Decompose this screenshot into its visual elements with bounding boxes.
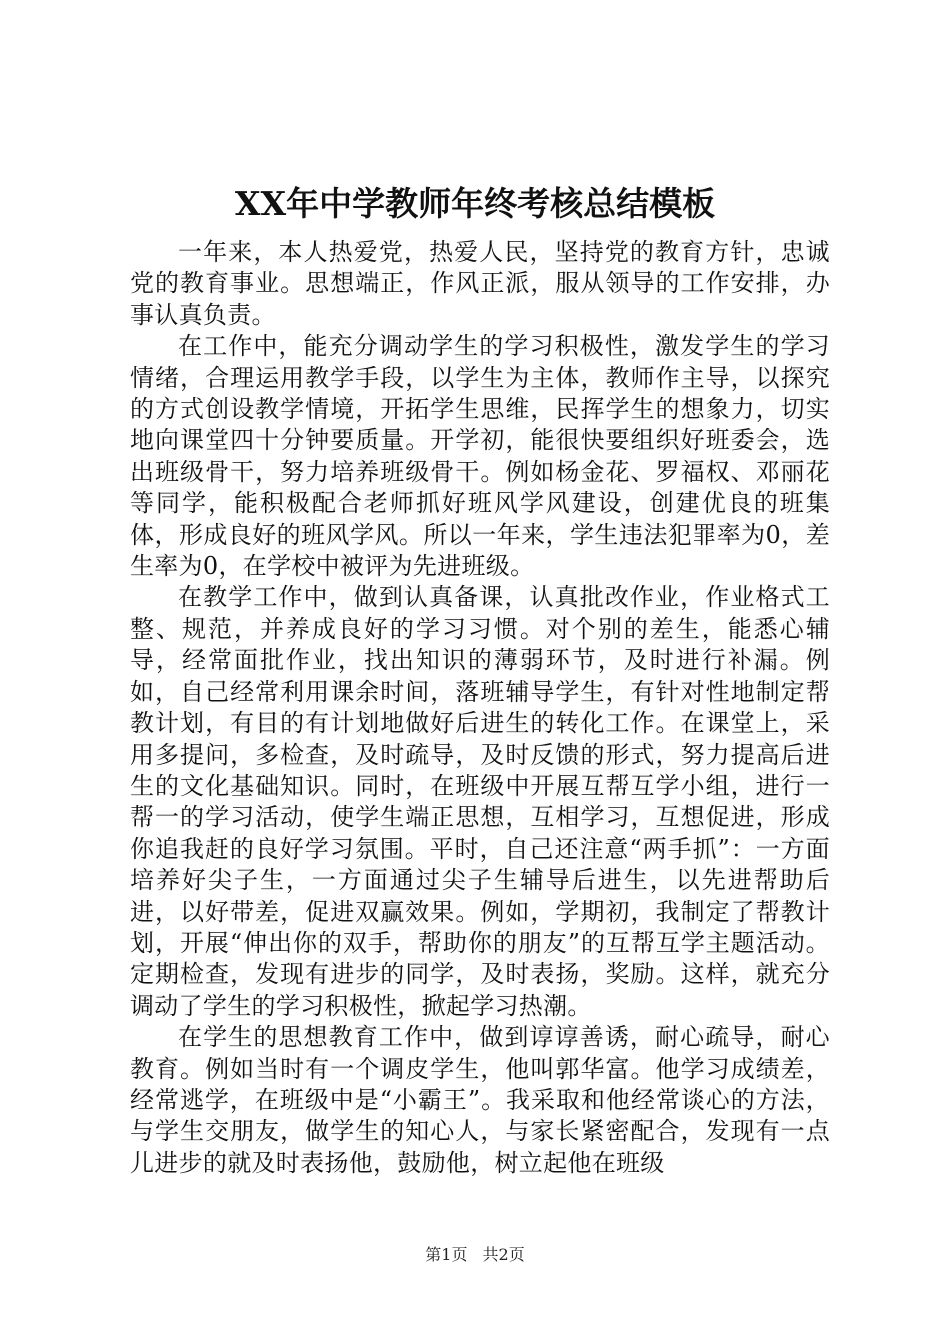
- paragraph: 在工作中，能充分调动学生的学习积极性，激发学生的学习情绪，合理运用教学手段，以学生为主体，教师作主导，以探究的方式创设教学情境，开拓学生思维，民挥学生的想象力，切实地向课堂四十分钟要质量。开学初，能很快要组织好班委会，选出班级骨干，努力培养班级骨干。例如杨金花、罗福权、邓丽花等同学，能积极配合老师抓好班风学风建设，创建优良的班集体，形成良好的班风学风。所以一年来，学生违法犯罪率为0，差生率为0，在学校中被评为先进班级。: [130, 332, 830, 581]
- paragraph: 一年来，本人热爱党，热爱人民，坚持党的教育方针，忠诚党的教育事业。思想端正，作风正派，服从领导的工作安排，办事认真负责。: [130, 238, 830, 329]
- document-body: [130, 237, 830, 1179]
- page-number: 第1页: [425, 1245, 468, 1264]
- page-footer: [0, 1245, 950, 1265]
- paragraph: 在教学工作中，做到认真备课，认真批改作业，作业格式工整、规范，并养成良好的学习习惯。对个别的差生，能悉心辅导，经常面批作业，找出知识的薄弱环节，及时进行补漏。例如，自己经常利用课余时间，落班辅导学生，有针对性地制定帮教计划，有目的有计划地做好后进生的转化工作。在课堂上，采用多提问，多检查，及时疏导，及时反馈的形式，努力提高后进生的文化基础知识。同时，在班级中开展互帮互学小组，进行一帮一的学习活动，使学生端正思想，互相学习，互想促进，形成你追我赶的良好学习氛围。平时，自己还注意“两手抓”：一方面培养好尖子生，一方面通过尖子生辅导后进生，以先进帮助后进，以好带差，促进双赢效果。例如，学期初，我制定了帮教计划，开展“伸出你的双手，帮助你的朋友”的互帮互学主题活动。定期检查，发现有进步的同学，及时表扬，奖励。这样，就充分调动了学生的学习积极性，掀起学习热潮。: [130, 583, 830, 1020]
- paragraph: 在学生的思想教育工作中，做到谆谆善诱，耐心疏导，耐心教育。例如当时有一个调皮学生，他叫郭华富。他学习成绩差，经常逃学，在班级中是“小霸王”。我采取和他经常谈心的方法，与学生交朋友，做学生的知心人，与家长紧密配合，发现有一点儿进步的就及时表扬他，鼓励他，树立起他在班级: [130, 1023, 830, 1177]
- page-total: 共2页: [482, 1245, 525, 1264]
- document-title: XX年中学教师年终考核总结模板: [234, 184, 716, 223]
